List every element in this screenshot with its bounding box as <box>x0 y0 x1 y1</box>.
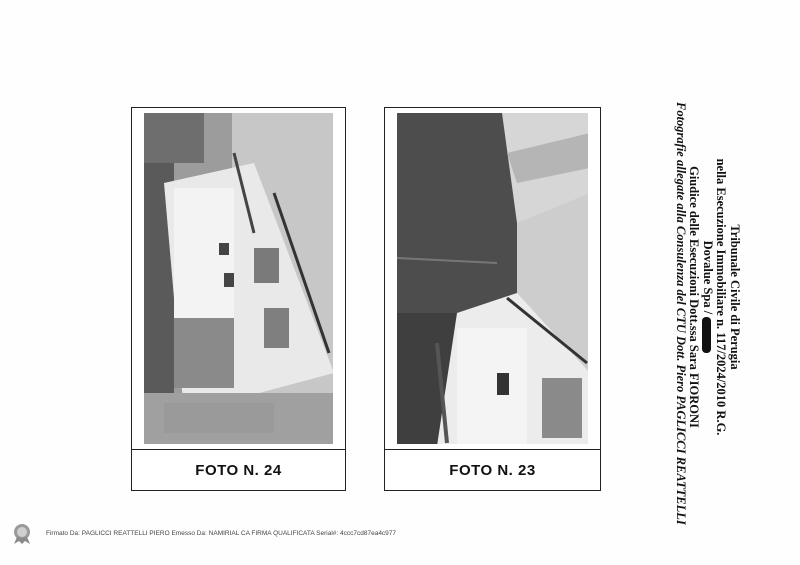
header-line-judge: Giudice delle Esecuzioni Dott.ssa Sara FIORONI <box>687 166 702 428</box>
header-line-parties-text: Dovalue Spa / <box>701 240 715 315</box>
header-line-photos-note: Fotografie allegate alla Consulenza del CTU Dott. Piero PAGLICCI REATTELLI <box>674 102 688 525</box>
photo-24-caption: FOTO N. 24 <box>132 449 345 490</box>
header-line-parties <box>701 102 715 492</box>
photo-frame-24 <box>131 107 346 491</box>
redaction-mark <box>702 317 711 353</box>
digital-signature-footer <box>8 522 396 544</box>
photo-24-drawing <box>144 113 333 444</box>
signature-seal-icon <box>8 522 36 544</box>
photo-frame-23 <box>384 107 601 491</box>
header-line-procedure: nella Esecuzione Immobiliare n. 117/2024/2010 R.G. <box>714 158 729 436</box>
photo-24-image <box>144 113 333 444</box>
photo-23-image <box>397 113 588 444</box>
photo-23-caption: FOTO N. 23 <box>385 449 600 490</box>
photo-23-drawing <box>397 113 588 444</box>
document-header <box>661 102 742 525</box>
signature-text: Firmato Da: PAGLICCI REATTELLI PIERO Emesso Da: NAMIRIAL CA FIRMA QUALIFICATA Serial#: 4ccc7cd87ea4c977 <box>46 529 397 537</box>
header-line-court: Tribunale Civile di Perugia <box>728 224 742 370</box>
